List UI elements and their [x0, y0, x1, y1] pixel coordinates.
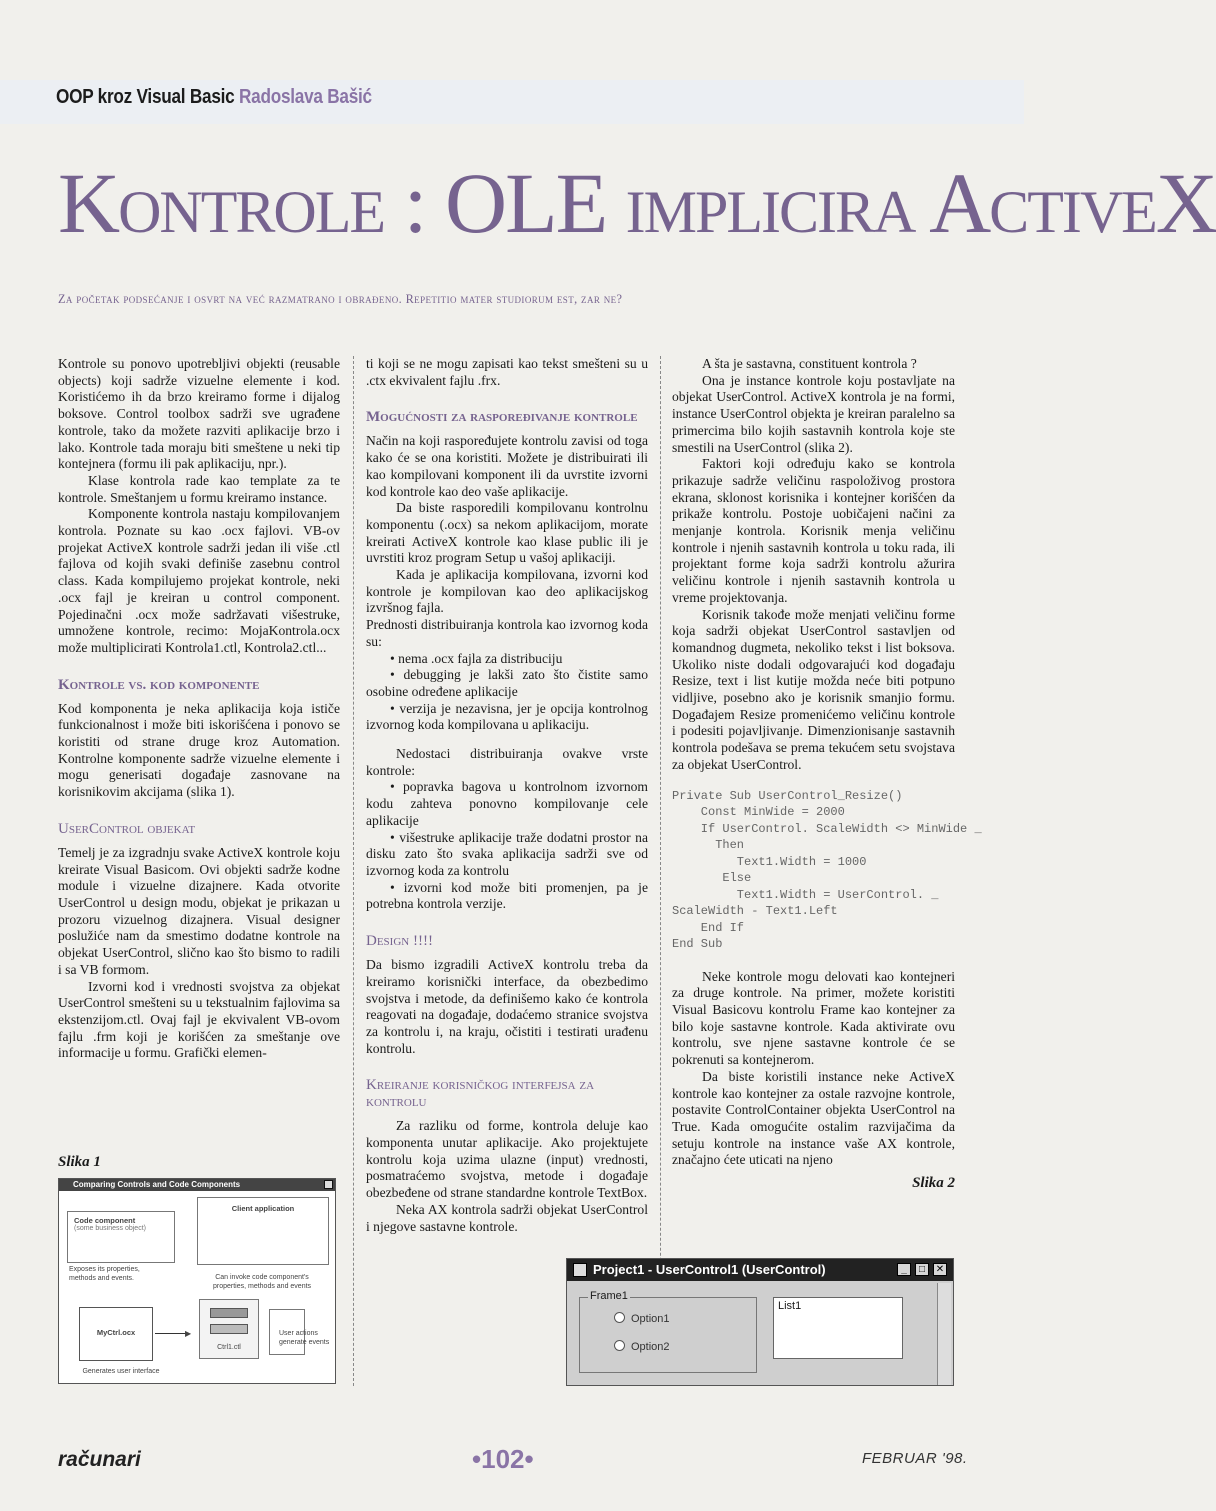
- ocx-label: MyCtrl.ocx: [96, 1328, 136, 1337]
- paragraph: Klase kontrola rade kao template za te kontrole. Smeštanjem u formu kreiramo instance.: [58, 472, 340, 505]
- list-item: • nema .ocx fajla za distribuciju: [366, 651, 648, 668]
- list-box[interactable]: List1: [773, 1297, 903, 1359]
- arrow-line: [155, 1333, 189, 1334]
- series-name: OOP kroz Visual Basic: [56, 86, 235, 108]
- ocx-box: [79, 1307, 153, 1361]
- paragraph: Komponente kontrola nastaju kompilovanjem kontrola. Poznate su kao .ocx fajlovi. VB-ov projekat ActiveX kontrole sadrži jedan ili više .ctl fajlova od kojih svaki definiše zasebnu control class. Kada kompilujemo projekat kontrole, neki .ocx fajl je kreiran u control component. Pojedinačni .ocx može sadržavati višestruke, umnožene kontrole, recimo: MojaKontrola.ocx može multiplicirati Kontrola1.ctl, Kontrola2.ctl...: [58, 506, 340, 655]
- section-heading: UserControl objekat: [58, 820, 196, 837]
- user-actions-caption: User actions generate events: [279, 1330, 330, 1346]
- paragraph: Da biste rasporedili kompilovanu kontrolnu komponentu (.ocx) sa nekom aplikacijom, morate kreirati ActiveX kontrole kao klase public ili je uvrstiti kroz program Setup u vašoj aplikaciji.: [366, 500, 648, 566]
- paragraph: Prednosti distribuiranja kontrola kao izvornog koda su:: [366, 617, 648, 649]
- paragraph: Neka AX kontrola sadrži objekat UserControl i njegove sastavne kontrole.: [366, 1201, 648, 1234]
- paragraph: Kod komponenta je neka aplikacija koja ističe funkcionalnost i može biti iskorišćena i ponovo se koristiti od strane druge kroz Automation. Kontrolne komponente sadrže vizuelne elemente i mogu generisati događaje zasnovane na korisnikovim akcijama (slika 1).: [58, 700, 340, 800]
- app-icon: [573, 1263, 587, 1277]
- disadvantages-list: [366, 779, 648, 913]
- figure-2: [566, 1258, 954, 1386]
- figure-1-titlebar: [59, 1179, 335, 1191]
- column-divider: [353, 356, 354, 1386]
- figure-1: [58, 1178, 336, 1384]
- code-component-label: Code component: [74, 1216, 136, 1225]
- figure-2-title: Project1 - UserControl1 (UserControl): [593, 1262, 826, 1277]
- option-1-radio[interactable]: Option1: [614, 1312, 670, 1325]
- paragraph: ti koji se ne mogu zapisati kao tekst smešteni su u .ctx ekvivalent fajlu .frx.: [366, 356, 648, 388]
- figure-1-title: Comparing Controls and Code Components: [73, 1180, 241, 1189]
- paragraph: Izvorni kod i vrednosti svojstva za objekat UserControl smešteni su u tekstualnim fajlovima sa ekstenzijom.ctl. Ovaj fajl je ekvivalent VB-ovom fajlu .frm koji je korišćen za smeštanje ove informacije u formu. Grafički elemen-: [58, 978, 340, 1061]
- figure-1-label: Slika 1: [58, 1154, 101, 1170]
- column-2: [366, 356, 648, 1235]
- list-item: • izvorni kod može biti promenjen, pa je potrebna kontrola verzije.: [366, 880, 648, 913]
- ctl-window: [199, 1299, 259, 1359]
- vertical-scrollbar[interactable]: [937, 1283, 951, 1385]
- paragraph: Za razliku od forme, kontrola deluje kao komponenta unutar aplikacije. Ako projektujete kontrolu koja uzima ulazne (input) vrednosti, posmatraćemo svojstva, metode i događaje obezbeđene od strane standardne kontrole TextBox.: [366, 1118, 648, 1201]
- list-item: • verzija je nezavisna, jer je opcija kontrolnog izvornog koda kompilovana u aplikaciju.: [366, 701, 648, 734]
- paragraph: Faktori koji određuju kako se kontrola prikazuje sadrže veličinu raspoloživog prostora ekrana, sklonost korisnika i kontejner korišćen da prikaže kontrolu. Postoje uobičajeni načini za menjanje kontrola. Korisnik menja veličinu kontrole i njenih sastavnih kontrola u toku rada, ili projektant forme koja sadrži kontrolu ažurira veličinu kontrole i njenih sastavnih kontrola u vreme projektovanja.: [672, 456, 955, 605]
- section-heading: Design !!!!: [366, 933, 433, 950]
- section-heading: Kreiranje korisničkog interfejsa za kontrolu: [366, 1077, 595, 1111]
- ctl-widget: [210, 1308, 248, 1318]
- article-subtitle: Za početak podsećanje i osvrt na već razmatrano i obrađeno. Repetitio mater studiorum est, zar ne?: [58, 292, 623, 306]
- column-3: [672, 356, 982, 1192]
- maximize-icon[interactable]: □: [915, 1263, 929, 1276]
- series-header: [56, 86, 372, 109]
- magazine-name: računari: [58, 1448, 141, 1471]
- arrow-head-icon: ▶: [185, 1329, 192, 1338]
- figure-2-label: Slika 2: [912, 1175, 955, 1192]
- list-item: • debugging je lakši zato što čistite samo osobine određene aplikacije: [366, 667, 648, 700]
- section-heading: Kontrole vs. kod komponente: [58, 676, 260, 693]
- exposes-caption: Exposes its properties, methods and events.: [69, 1266, 140, 1282]
- paragraph: Kontrole su ponovo upotrebljivi objekti (reusable objects) koji sadrže vizuelne elemente i kod. Koristićemo ih da brzo kreiramo forme i dijalog boksove. Control toolbox sadrži sve ugrađene kontrole, tako da možete razviti aplikacije brzo i lako. Kontrole tada moraju biti smeštene u neki tip kontejnera (formu ili pak aplikaciju, npr.).: [58, 356, 340, 472]
- ctl-label: Ctrl1.ctl: [217, 1344, 241, 1351]
- close-icon: [324, 1180, 333, 1189]
- ctl-widget: [210, 1324, 248, 1334]
- code-listing: Private Sub UserControl_Resize() Const MinWide = 2000 If UserControl. ScaleWidth <> MinWide _ Then Text1.Width = 1000 Else Text1.Width = UserControl. _ ScaleWidth - Text1.Left End If End Sub: [672, 788, 982, 952]
- paragraph: Temelj je za izgradnju svake ActiveX kontrole koju kreirate Visual Basicom. Ovi objekti sadrže kodne module i vizuelne dizajnere. Kada otvorite UserControl u design modu, objekat je prikazan u prozoru vizuelnog dizajnera. Visual designer poslužiće nam da smestimo dodatne kontrole na objekat UserControl, slično kao što bismo to radili i sa VB formom.: [58, 844, 340, 977]
- close-icon[interactable]: ✕: [933, 1263, 947, 1276]
- code-component-box: [67, 1211, 175, 1263]
- list-item: • popravka bagova u kontrolnom izvornom kodu zahteva ponovno kompilovanje cele aplikacije: [366, 779, 648, 829]
- minimize-icon[interactable]: _: [897, 1263, 911, 1276]
- paragraph: Da bismo izgradili ActiveX kontrolu treba da kreiramo korisnički interface, da obezbedimo svojstva i metode, da definišemo kako će kontrola reagovati na događaje, dodaćemo stranice svojstva za kontrolu i, na kraju, očistiti i testirati urađenu kontrolu.: [366, 957, 648, 1056]
- author-name: Radoslava Bašić: [238, 86, 372, 108]
- invoke-caption: Can invoke code component's properties, methods and events: [212, 1274, 312, 1290]
- client-application-label: Client application: [231, 1204, 295, 1213]
- paragraph: Da biste koristili instance neke ActiveX kontrole kao kontejner za ostale razvojne kontrole, postavite ControlContainer objekta UserControl na True. Kada omogućite ostalim razvijačima da setuju kontrole na instance vaše AX kontrole, značajno ćete uticati na njeno: [672, 1068, 955, 1168]
- generates-caption: Generates user interface: [82, 1368, 160, 1375]
- paragraph: Nedostaci distribuiranja ovakve vrste kontrole:: [366, 746, 648, 778]
- paragraph: Korisnik takođe može menjati veličinu forme koja sadrži objekat UserControl sastavljen od komandnog dugmeta, nekoliko tekst i list boksova. Ukoliko niste dodali odgovarajući kod događaju Resize, text i list kutije možda neće biti potpuno vidljive, posebno ako je korisnik smanjio formu. Događajem Resize promenićemo veličinu kontrole i podesiti pojavljivanje. Dimenzionisanje sastavnih kontrola podešava se prema tekućem setu svojstava za objekat UserControl.: [672, 606, 955, 772]
- paragraph: Neke kontrole mogu delovati kao kontejneri za druge kontrole. Na primer, možete koristiti Visual Basicovu kontrolu Frame kao kontejner za bilo koje sastavne kontrole. Kada aktivirate ovu kontrolu, sve njene sastavne kontrole će se pokrenuti sa kontejnerom.: [672, 968, 955, 1068]
- paragraph: Ona je instance kontrole koju postavljate na objekat UserControl. ActiveX kontrola je na formi, instance UserControl objekta je kreiran paralelno sa primercima bilo kojih sastavnih kontrola koje ste smestili na UserControl (slika 2).: [672, 372, 955, 455]
- paragraph: Način na koji raspoređujete kontrolu zavisi od toga kako će se ona koristiti. Možete je distribuirati ili kao kompilovani komponent ili da uvrstite izvorni kod kontrole kao deo vaše aplikacije.: [366, 433, 648, 499]
- column-divider: [660, 356, 661, 1386]
- code-component-sublabel: (some business object): [74, 1225, 146, 1232]
- figure-2-titlebar: [567, 1259, 953, 1281]
- paragraph: Kada je aplikacija kompilovana, izvorni kod kontrole je kompilovan kao deo aplikacijskog izvršnog fajla.: [366, 567, 648, 616]
- advantages-list: [366, 651, 648, 735]
- option-2-radio[interactable]: Option2: [614, 1340, 670, 1353]
- paragraph: A šta je sastavna, constituent kontrola ?: [702, 356, 917, 371]
- issue-date: FEBRUAR '98.: [862, 1450, 968, 1467]
- frame-label: Frame1: [590, 1290, 628, 1302]
- article-title: Kontrole : OLE implicira ActiveX: [58, 155, 1216, 251]
- list-item: • višestruke aplikacije traže dodatni prostor na disku zato što svaka aplikacija sadrži sve od izvornog koda za kontrolu: [366, 830, 648, 880]
- client-application-box: [197, 1197, 329, 1265]
- column-1: [58, 356, 340, 1062]
- frame-control[interactable]: [579, 1290, 757, 1373]
- section-heading: Mogućnosti za raspoređivanje kontrole: [366, 409, 638, 426]
- page-number: •102•: [472, 1444, 534, 1474]
